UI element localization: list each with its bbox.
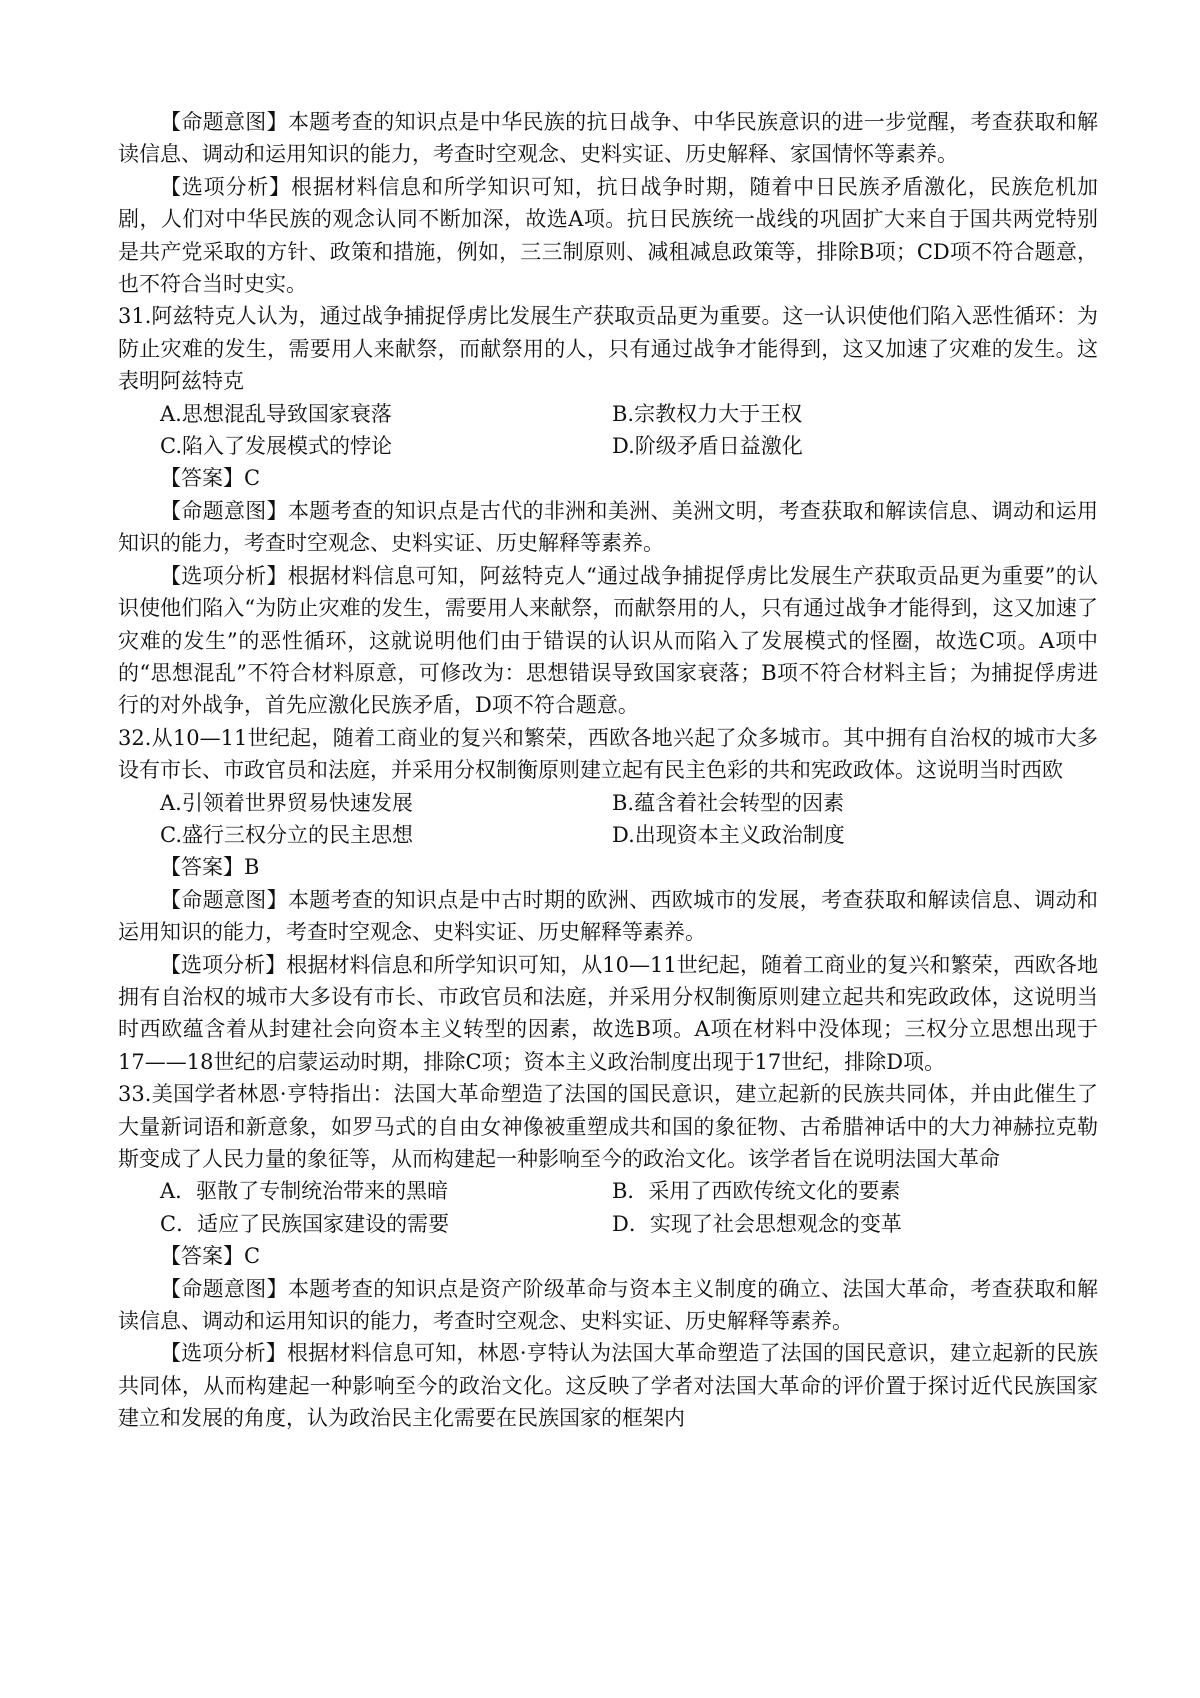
intent-paragraph: 【命题意图】本题考查的知识点是中古时期的欧洲、西欧城市的发展，考查获取和解读信息、调动和运用知识的能力，考查时空观念、史料实证、历史解释等素养。 <box>118 887 1098 945</box>
option-list <box>118 787 1098 852</box>
analysis-paragraph: 【选项分析】根据材料信息和所学知识可知，抗日战争时期，随着中日民族矛盾激化，民族危机加剧，人们对中华民族的观念认同不断加深，故选A项。抗日民族统一战线的巩固扩大来自于国共两党特别是共产党采取的方针、政策和措施，例如，三三制原则、减租减息政策等，排除B项；CD项不符合题意，也不符合当时史实。 <box>118 174 1098 297</box>
analysis-paragraph: 【选项分析】根据材料信息可知，阿兹特克人“通过战争捕捉俘虏比发展生产获取贡品更为重要”的认识使他们陷入“为防止灾难的发生，需要用人来献祭，而献祭用的人，只有通过战争才能得到，这又加速了灾难的发生”的恶性循环，这就说明他们由于错误的认识从而陷入了发展模式的怪圈，故选C项。A项中的“思想混乱”不符合材料原意，可修改为：思想错误导致国家衰落；B项不符合材料主旨；为捕捉俘虏进行的对外战争，首先应激化民族矛盾，D项不符合题意。 <box>118 563 1098 718</box>
answer-line: 【答案】B <box>160 855 260 880</box>
analysis-paragraph: 【选项分析】根据材料信息可知，林恩·亨特认为法国大革命塑造了法国的国民意识，建立起新的民族共同体，从而构建起一种影响至今的政治文化。这反映了学者对法国大革命的评价置于探讨近代民族国家建立和发展的角度，认为政治民主化需要在民族国家的框架内 <box>118 1341 1098 1431</box>
option-c: C.陷入了发展模式的悖论 <box>160 434 392 459</box>
option-d: D.阶级矛盾日益激化 <box>612 434 803 459</box>
question-stem: 32.从10—11世纪起，随着工商业的复兴和繁荣，西欧各地兴起了众多城市。其中拥有自治权的城市大多设有市长、市政官员和法庭，并采用分权制衡原则建立起有民主色彩的共和宪政政体。这说明当时西欧 <box>118 725 1098 783</box>
question-stem: 33.美国学者林恩·亨特指出：法国大革命塑造了法国的国民意识，建立起新的民族共同体，并由此催生了大量新词语和新意象，如罗马式的自由女神像被重塑成共和国的象征物、古希腊神话中的大力神赫拉克勒斯变成了人民力量的象征等，从而构建起一种影响至今的政治文化。该学者旨在说明法国大革命 <box>118 1082 1098 1171</box>
analysis-paragraph: 【选项分析】根据材料信息和所学知识可知，从10—11世纪起，随着工商业的复兴和繁荣，西欧各地拥有自治权的城市大多设有市长、市政官员和法庭，并采用分权制衡原则建立起共和宪政政体，这说明当时西欧蕴含着从封建社会向资本主义转型的因素，故选B项。A项在材料中没体现；三权分立思想出现于17——18世纪的启蒙运动时期，排除C项；资本主义政治制度出现于17世纪，排除D项。 <box>118 952 1098 1074</box>
intent-paragraph: 【命题意图】本题考查的知识点是中华民族的抗日战争、中华民族意识的进一步觉醒，考查获取和解读信息、调动和运用知识的能力，考查时空观念、史料实证、历史解释、家国情怀等素养。 <box>118 110 1098 167</box>
option-a: A.引领着世界贸易快速发展 <box>160 790 413 815</box>
option-a: A．驱散了专制统治带来的黑暗 <box>160 1179 449 1204</box>
intent-paragraph: 【命题意图】本题考查的知识点是资产阶级革命与资本主义制度的确立、法国大革命，考查获取和解读信息、调动和运用知识的能力，考查时空观念、史料实证、历史解释等素养。 <box>118 1276 1098 1334</box>
option-c: C．适应了民族国家建设的需要 <box>160 1211 450 1236</box>
option-d: D.出现资本主义政治制度 <box>612 822 845 847</box>
option-c: C.盛行三权分立的民主思想 <box>160 822 413 847</box>
answer-line: 【答案】C <box>160 466 261 491</box>
option-list <box>118 398 1098 463</box>
answer-line: 【答案】C <box>160 1244 261 1269</box>
intent-paragraph: 【命题意图】本题考查的知识点是古代的非洲和美洲、美洲文明，考查获取和解读信息、调动和运用知识的能力，考查时空观念、史料实证、历史解释等素养。 <box>118 498 1098 556</box>
option-d: D．实现了社会思想观念的变革 <box>612 1211 902 1236</box>
question-stem: 31.阿兹特克人认为，通过战争捕捉俘虏比发展生产获取贡品更为重要。这一认识使他们陷入恶性循环：为防止灾难的发生，需要用人来献祭，而献祭用的人，只有通过战争才能得到，这又加速了灾难的发生。这表明阿兹特克 <box>118 304 1098 394</box>
option-list <box>118 1175 1098 1240</box>
option-b: B.宗教权力大于王权 <box>612 401 803 426</box>
option-b: B．采用了西欧传统文化的要素 <box>612 1179 901 1204</box>
document-page <box>118 106 1098 1435</box>
option-b: B.蕴含着社会转型的因素 <box>612 790 845 815</box>
option-a: A.思想混乱导致国家衰落 <box>160 401 392 426</box>
